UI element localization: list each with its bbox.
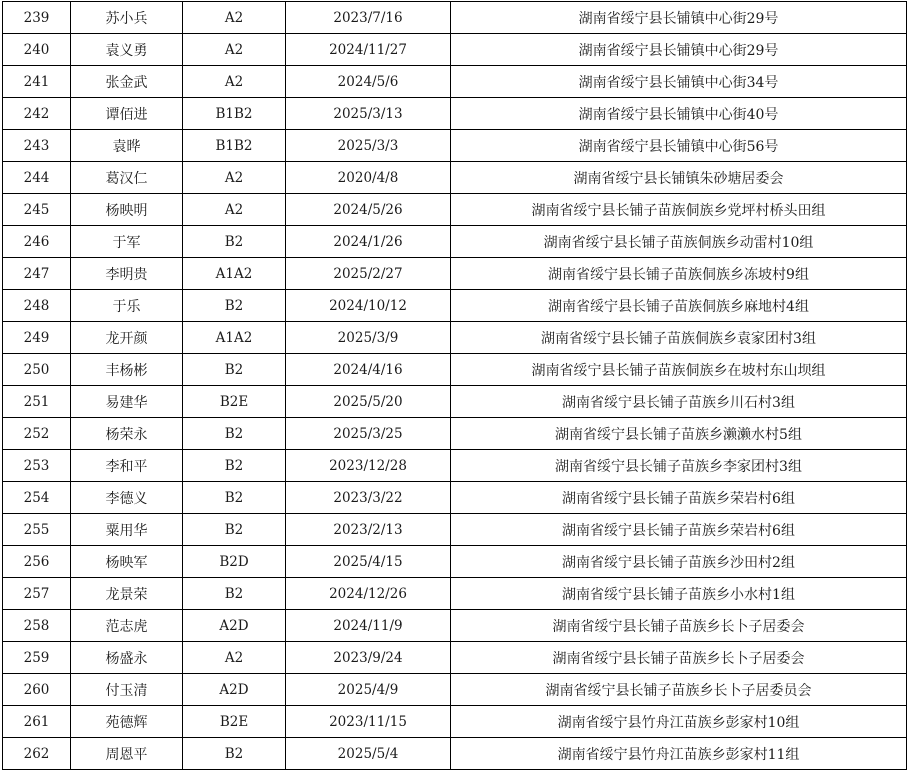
license-class-cell: B2 [183,578,286,610]
table-row [3,578,907,610]
address-cell: 湖南省绥宁县竹舟江苗族乡彭家村10组 [451,706,907,738]
address-cell: 湖南省绥宁县长铺子苗族乡李家团村3组 [451,450,907,482]
license-class-cell: A2 [183,162,286,194]
address-cell: 湖南省绥宁县长铺子苗族乡荣岩村6组 [451,514,907,546]
table-row [3,610,907,642]
license-class-cell: A2D [183,674,286,706]
license-class-cell: B2 [183,738,286,770]
issue-date-cell: 2024/5/26 [286,194,451,226]
row-number-cell: 250 [3,354,71,386]
license-class-cell: A2 [183,34,286,66]
driver-name-cell: 张金武 [71,66,183,98]
address-cell: 湖南省绥宁县长铺子苗族侗族乡党坪村桥头田组 [451,194,907,226]
issue-date-cell: 2023/3/22 [286,482,451,514]
driver-name-cell: 易建华 [71,386,183,418]
row-number-cell: 249 [3,322,71,354]
address-cell: 湖南省绥宁县长铺子苗族乡荣岩村6组 [451,482,907,514]
row-number-cell: 245 [3,194,71,226]
address-cell: 湖南省绥宁县长铺子苗族乡长卜子居委会 [451,610,907,642]
driver-name-cell: 苑德辉 [71,706,183,738]
driver-name-cell: 杨盛永 [71,642,183,674]
license-class-cell: B2 [183,450,286,482]
row-number-cell: 241 [3,66,71,98]
table-row [3,450,907,482]
table-row [3,258,907,290]
address-cell: 湖南省绥宁县长铺子苗族侗族乡动雷村10组 [451,226,907,258]
row-number-cell: 247 [3,258,71,290]
table-row [3,226,907,258]
table-row [3,2,907,34]
table-row [3,514,907,546]
issue-date-cell: 2023/2/13 [286,514,451,546]
table-row [3,482,907,514]
row-number-cell: 244 [3,162,71,194]
license-class-cell: B2 [183,226,286,258]
issue-date-cell: 2023/9/24 [286,642,451,674]
table-row [3,354,907,386]
table-row [3,386,907,418]
driver-name-cell: 谭佰进 [71,98,183,130]
issue-date-cell: 2025/4/15 [286,546,451,578]
issue-date-cell: 2025/5/4 [286,738,451,770]
address-cell: 湖南省绥宁县长铺子苗族侗族乡袁家团村3组 [451,322,907,354]
address-cell: 湖南省绥宁县长铺子苗族乡小水村1组 [451,578,907,610]
address-cell: 湖南省绥宁县长铺镇朱砂塘居委会 [451,162,907,194]
license-class-cell: A2 [183,194,286,226]
issue-date-cell: 2025/3/3 [286,130,451,162]
issue-date-cell: 2025/4/9 [286,674,451,706]
issue-date-cell: 2024/11/27 [286,34,451,66]
table-row [3,162,907,194]
driver-name-cell: 杨荣永 [71,418,183,450]
address-cell: 湖南省绥宁县长铺子苗族侗族乡冻坡村9组 [451,258,907,290]
table-row [3,642,907,674]
address-cell: 湖南省绥宁县长铺镇中心街29号 [451,2,907,34]
driver-name-cell: 李和平 [71,450,183,482]
table-row [3,546,907,578]
row-number-cell: 248 [3,290,71,322]
driver-name-cell: 丰杨彬 [71,354,183,386]
license-class-cell: B2D [183,546,286,578]
address-cell: 湖南省绥宁县长铺镇中心街56号 [451,130,907,162]
driver-name-cell: 周恩平 [71,738,183,770]
issue-date-cell: 2024/1/26 [286,226,451,258]
license-class-cell: B2 [183,354,286,386]
row-number-cell: 251 [3,386,71,418]
table-row [3,66,907,98]
row-number-cell: 254 [3,482,71,514]
row-number-cell: 262 [3,738,71,770]
row-number-cell: 240 [3,34,71,66]
row-number-cell: 259 [3,642,71,674]
issue-date-cell: 2024/4/16 [286,354,451,386]
issue-date-cell: 2023/7/16 [286,2,451,34]
issue-date-cell: 2024/10/12 [286,290,451,322]
address-cell: 湖南省绥宁县长铺子苗族乡川石村3组 [451,386,907,418]
driver-name-cell: 于乐 [71,290,183,322]
table-body [3,2,907,770]
license-class-cell: B2 [183,418,286,450]
row-number-cell: 261 [3,706,71,738]
row-number-cell: 255 [3,514,71,546]
table-row [3,418,907,450]
issue-date-cell: 2025/3/13 [286,98,451,130]
license-class-cell: A2 [183,66,286,98]
table-row [3,34,907,66]
license-class-cell: A2D [183,610,286,642]
issue-date-cell: 2025/5/20 [286,386,451,418]
issue-date-cell: 2025/3/9 [286,322,451,354]
row-number-cell: 256 [3,546,71,578]
license-class-cell: B2 [183,290,286,322]
driver-name-cell: 龙景荣 [71,578,183,610]
license-class-cell: B2E [183,386,286,418]
driver-name-cell: 粟用华 [71,514,183,546]
address-cell: 湖南省绥宁县长铺镇中心街40号 [451,98,907,130]
row-number-cell: 239 [3,2,71,34]
row-number-cell: 252 [3,418,71,450]
license-class-cell: B2 [183,514,286,546]
table-row [3,290,907,322]
license-class-cell: A2 [183,642,286,674]
driver-name-cell: 李德义 [71,482,183,514]
license-class-cell: B2E [183,706,286,738]
table-row [3,130,907,162]
row-number-cell: 257 [3,578,71,610]
driver-name-cell: 李明贵 [71,258,183,290]
license-class-cell: A1A2 [183,322,286,354]
driver-name-cell: 杨映明 [71,194,183,226]
row-number-cell: 242 [3,98,71,130]
driver-name-cell: 付玉清 [71,674,183,706]
row-number-cell: 246 [3,226,71,258]
driver-name-cell: 范志虎 [71,610,183,642]
address-cell: 湖南省绥宁县长铺子苗族乡沙田村2组 [451,546,907,578]
issue-date-cell: 2025/2/27 [286,258,451,290]
driver-name-cell: 葛汉仁 [71,162,183,194]
driver-name-cell: 于军 [71,226,183,258]
license-class-cell: B1B2 [183,98,286,130]
license-table [2,1,907,770]
table-row [3,322,907,354]
row-number-cell: 253 [3,450,71,482]
address-cell: 湖南省绥宁县长铺子苗族乡长卜子居委员会 [451,674,907,706]
driver-name-cell: 苏小兵 [71,2,183,34]
row-number-cell: 243 [3,130,71,162]
driver-name-cell: 袁义勇 [71,34,183,66]
address-cell: 湖南省绥宁县长铺子苗族乡濑濑水村5组 [451,418,907,450]
issue-date-cell: 2024/11/9 [286,610,451,642]
issue-date-cell: 2024/5/6 [286,66,451,98]
address-cell: 湖南省绥宁县长铺镇中心街29号 [451,34,907,66]
address-cell: 湖南省绥宁县长铺子苗族侗族乡麻地村4组 [451,290,907,322]
license-class-cell: B2 [183,482,286,514]
table-row [3,98,907,130]
address-cell: 湖南省绥宁县长铺子苗族乡长卜子居委会 [451,642,907,674]
address-cell: 湖南省绥宁县竹舟江苗族乡彭家村11组 [451,738,907,770]
license-class-cell: A1A2 [183,258,286,290]
row-number-cell: 258 [3,610,71,642]
table-row [3,738,907,770]
driver-name-cell: 龙开颜 [71,322,183,354]
issue-date-cell: 2024/12/26 [286,578,451,610]
issue-date-cell: 2023/11/15 [286,706,451,738]
table-row [3,194,907,226]
issue-date-cell: 2025/3/25 [286,418,451,450]
license-class-cell: A2 [183,2,286,34]
table-row [3,706,907,738]
driver-name-cell: 杨映军 [71,546,183,578]
table-row [3,674,907,706]
issue-date-cell: 2020/4/8 [286,162,451,194]
license-class-cell: B1B2 [183,130,286,162]
address-cell: 湖南省绥宁县长铺子苗族侗族乡在坡村东山坝组 [451,354,907,386]
driver-name-cell: 袁晔 [71,130,183,162]
issue-date-cell: 2023/12/28 [286,450,451,482]
row-number-cell: 260 [3,674,71,706]
address-cell: 湖南省绥宁县长铺镇中心街34号 [451,66,907,98]
